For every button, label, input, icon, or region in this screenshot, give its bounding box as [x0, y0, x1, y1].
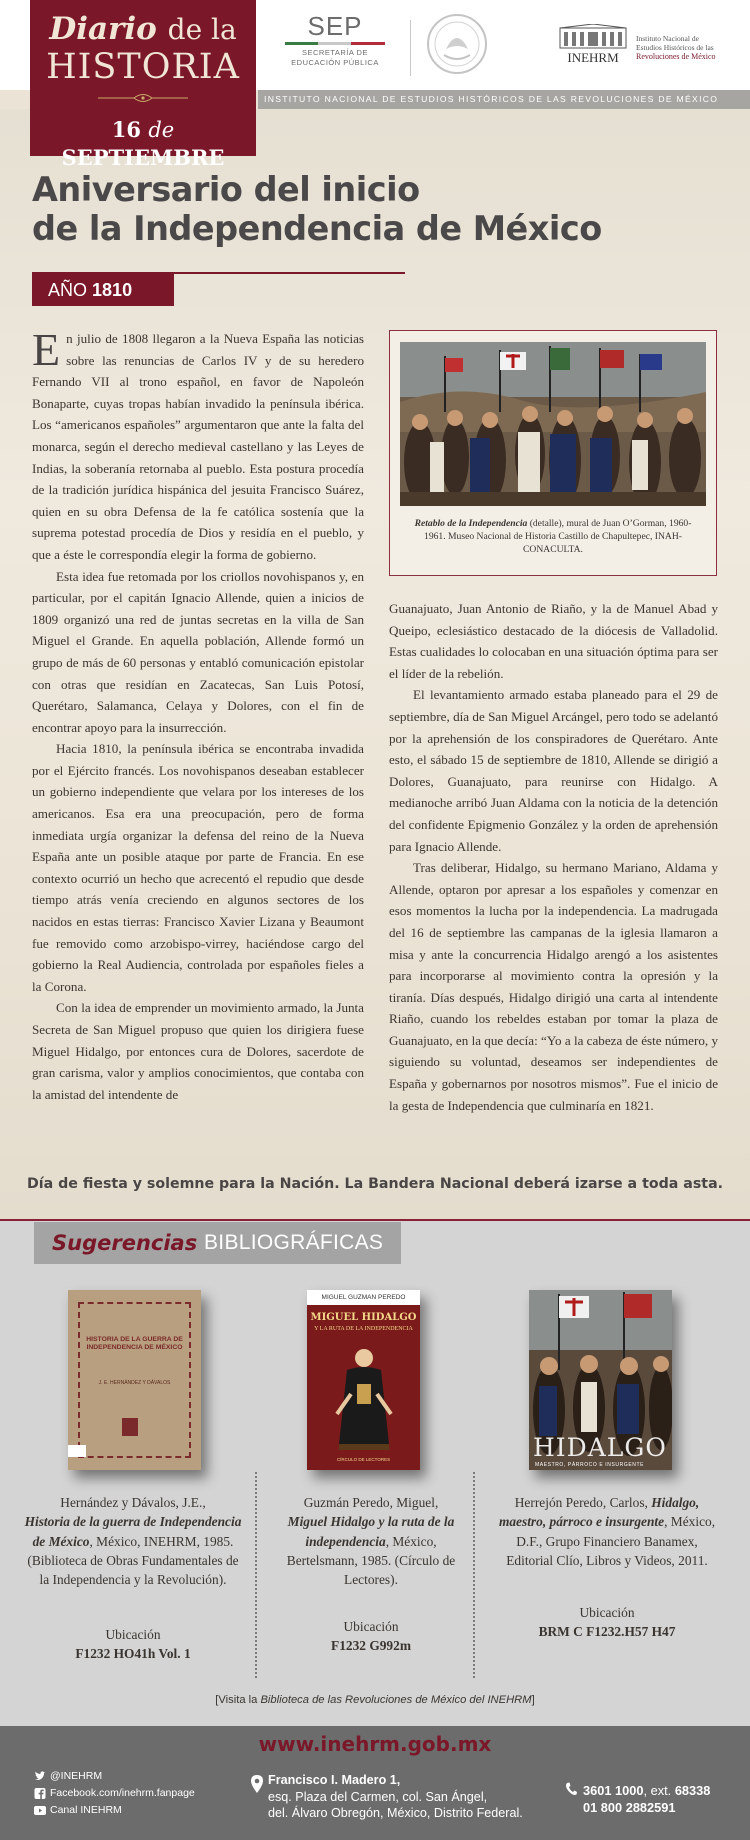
book-cover-3-subtitle: MAESTRO, PÁRROCO E INSURGENTE	[535, 1462, 645, 1468]
visit-library-link[interactable]: Biblioteca de las Revoluciones de México del INEHRM	[260, 1694, 532, 1706]
book-3-author: Herrejón Peredo, Carlos,	[514, 1495, 648, 1510]
book-3-location-label: Ubicación	[579, 1605, 635, 1620]
book-cover-1-title: HISTORIA DE LA GUERRA DE INDEPENDENCIA DE MÉXICO	[86, 1336, 183, 1351]
phone-main: 3601 1000	[583, 1783, 644, 1798]
phone-ext-label: , ext.	[643, 1783, 672, 1798]
book-1-location	[22, 1625, 244, 1664]
sep-logo-stripe	[285, 42, 385, 45]
visit-prefix: [Visita la	[215, 1694, 261, 1706]
article-column-left	[32, 324, 364, 1105]
facebook-icon	[34, 1788, 46, 1799]
visit-suffix: ]	[531, 1694, 535, 1706]
book-2-details: , México, Bertelsmann, 1985. (Círculo de Lectores).	[286, 1533, 456, 1588]
youtube-link[interactable]	[34, 1804, 122, 1816]
paragraph-1-text: n julio de 1808 llegaron a la Nueva España las noticias sobre las renuncias de Carlos IV y de su heredero Fernando VII al trono español, en favor de Napoleón Bonaparte, cuyas tropas habían invadido la península ibérica. Los “americanos españoles” argumentaron que ante la falta del monarca, según el derecho medieval castellano y las Leyes de Indias, la soberanía retornaba al pueblo. Esta postura procedía de la tradición jurídica hispánica del jesuita Francisco Suárez, quien en su obra Defensa de la fe católica sostenía que la suprema potestad procedía de Dios y residía en el pueblo, y que a éste le correspondía elegir la forma de gobierno.	[32, 331, 364, 562]
bibliography-heading	[34, 1222, 401, 1264]
twitter-icon	[34, 1771, 46, 1782]
paragraph-2: Esta idea fue retomada por los criollos novohispanos y, en particular, por el capitán Ignacio Allende, quien a inicios de 1809 organizó una red de juntas secretas en la villa de San Miguel el Grande. En aquella población, Allende formó un grupo de más de 60 personas y entabló comunicación epistolar con otras que residían en Zacatecas, San Luis Potosí, Querétaro, Salamanca, Celaya y Dolores, con el fin de encontrar apoyo para la insurrección.	[32, 568, 364, 735]
library-sticker	[68, 1445, 86, 1457]
date-month: SEPTIEMBRE	[61, 145, 225, 170]
mural-caption	[404, 517, 702, 556]
mural-caption-title: Retablo de la Independencia	[414, 518, 528, 529]
book-3-title: Hidalgo, maestro, párroco e insurgente	[498, 1495, 700, 1530]
book-1-author: Hernández y Dávalos, J.E.,	[60, 1495, 206, 1510]
brand-date	[30, 116, 256, 172]
inehrm-caption-line1: Instituto Nacional de	[636, 34, 699, 43]
address	[268, 1772, 528, 1822]
fiesta-notice: Día de fiesta y solemne para la Nación. La Bandera Nacional deberá izarse a toda asta.	[26, 1176, 724, 1192]
inehrm-caption	[636, 34, 748, 61]
book-cover-2[interactable]	[307, 1290, 420, 1470]
book-3-details: , México, D.F., Grupo Financiero Banamex, Editorial Clío, Libros y Videos, 2011.	[506, 1514, 716, 1568]
book-2-location-code: F1232 G992m	[331, 1638, 411, 1654]
youtube-channel: Canal INEHRM	[50, 1804, 122, 1816]
logo-divider	[410, 20, 411, 76]
location-pin-icon	[251, 1775, 263, 1793]
mural-image[interactable]	[400, 342, 706, 506]
mural-caption-rest: (detalle), mural de Juan O’Gorman, 1960-1961. Museo Nacional de Historia Castillo de Chapultepec, INAH-CONACULTA.	[424, 518, 692, 555]
book-2-location-label: Ubicación	[343, 1619, 399, 1634]
brand-word-dela: de la	[167, 13, 237, 46]
book-2-author: Guzmán Peredo, Miguel,	[303, 1495, 439, 1510]
book-cover-1-author: J. E. HERNÁNDEZ Y DÁVALOS	[98, 1380, 171, 1386]
book-reference-1	[22, 1493, 244, 1589]
priest-figure-icon	[329, 1344, 399, 1454]
address-line2: esq. Plaza del Carmen, col. San Ángel,	[268, 1789, 488, 1804]
brand-word-diario: Diario	[49, 11, 157, 47]
brand-line1	[30, 12, 256, 47]
brand-line2: HISTORIA	[46, 47, 240, 87]
page-title	[32, 170, 652, 248]
date-de: de	[148, 118, 175, 142]
twitter-handle: @INEHRM	[50, 1770, 103, 1782]
institute-banner-text: INSTITUTO NACIONAL DE ESTUDIOS HISTÓRICOS DE LAS REVOLUCIONES DE MÉXICO	[264, 94, 719, 104]
mural-figure	[389, 330, 717, 576]
book-cover-2-title: MIGUEL HIDALGO	[310, 1312, 417, 1323]
sep-logo-text: SEP	[307, 11, 363, 41]
column-divider-1	[255, 1472, 257, 1678]
paragraph-1	[32, 324, 364, 566]
bibliography-heading-b: BIBLIOGRÁFICAS	[204, 1231, 384, 1254]
book-1-details: , México, INEHRM, 1985. (Biblioteca de Obras Fundamentales de la Independencia y la Revolución).	[27, 1533, 239, 1588]
sep-logo-caption1: SECRETARÍA DE	[302, 48, 368, 57]
sep-logo-caption2: EDUCACIÓN PÚBLICA	[291, 58, 379, 67]
phone-ext: 68338	[674, 1783, 711, 1798]
inehrm-caption-line3: Revoluciones de México	[636, 52, 716, 61]
paragraph-4-continued: Guanajuato, Juan Antonio de Riaño, y la de Manuel Abad y Queipo, eclesiástico destacado de la diócesis de Valladolid. Estas cualidades lo colocaban en una situación óptima para ser el líder de la rebelión.	[389, 601, 718, 681]
inehrm-caption-line2: Estudios Históricos de las	[636, 43, 714, 52]
book-3-location	[494, 1603, 720, 1642]
column-divider-2	[473, 1472, 475, 1678]
book-2-title: Miguel Hidalgo y la ruta de la independencia	[287, 1514, 455, 1549]
book-1-location-code: F1232 HO41h Vol. 1	[75, 1646, 191, 1662]
facebook-url: Facebook.com/inehrm.fanpage	[50, 1787, 195, 1799]
article-column-right	[389, 598, 718, 1116]
book-1-location-label: Ubicación	[105, 1627, 161, 1642]
year-value: 1810	[92, 280, 133, 300]
youtube-icon	[34, 1805, 46, 1816]
phone-icon	[565, 1782, 577, 1796]
page-title-line1: Aniversario del inicio	[32, 170, 420, 209]
book-cover-3-title: HIDALGO	[533, 1433, 667, 1462]
sep-logo[interactable]	[280, 12, 390, 68]
website-link[interactable]: www.inehrm.gob.mx	[258, 1732, 492, 1756]
book-3-location-code: BRM C F1232.H57 H47	[538, 1624, 676, 1640]
inehrm-building-icon[interactable]	[554, 24, 632, 66]
inehrm-logo-text: INEHRM	[567, 50, 619, 65]
book-1-title: Historia de la guerra de Independencia de México	[24, 1514, 242, 1549]
national-seal-icon	[426, 13, 488, 75]
book-cover-2-publisher: CÍRCULO DE LECTORES	[336, 1457, 391, 1462]
year-label: AÑO	[48, 280, 88, 300]
paragraph-4: Con la idea de emprender un movimiento armado, la Junta Secreta de San Miguel propuso que quien los dirigiera fuese Miguel Hidalgo, por entonces cura de Dolores, sacerdote de gran carisma, valor y amplios conocimientos, que contaba con la amistad del intendente de	[32, 1000, 364, 1102]
drop-cap: E	[32, 324, 61, 375]
facebook-link[interactable]	[34, 1787, 195, 1799]
address-line1: Francisco I. Madero 1,	[268, 1773, 401, 1787]
paragraph-6: Tras deliberar, Hidalgo, su hermano Mariano, Aldama y Allende, optaron por apresar a los españoles y comenzar en esos momentos la lucha por la independencia. La madrugada del 16 de septiembre las campanas de la iglesia llamaron a misa y ante la concurrencia Hidalgo arengó a los asistentes para incorporarse al movimiento contra la opresión y la tiranía. Días después, Hidalgo dirigió una carta al intendente Riaño, cuando los rebeldes estaban por tomar la plaza de Guanajuato, en la que decía: “Yo a la cabeza de éste número, y siguiendo su voluntad, deseamos ser independientes de España y gobernarnos por nosotros mismos”. Fue el inicio de la gesta de Independencia que culminaría en 1821.	[389, 860, 718, 1113]
year-badge	[32, 274, 174, 306]
bibliography-heading-a: Sugerencias	[52, 1231, 198, 1255]
paragraph-5: El levantamiento armado estaba planeado para el 29 de septiembre, día de San Miguel Arcángel, pero todo se adelantó por la aprehensión de los conspiradores de Querétaro. Ante esto, el sábado 15 de septiembre de 1810, Allende se dirigió a Dolores, Guanajuato, para reunirse con Hidalgo. A medianoche arribó Juan Aldama con la noticia de la detención del confidente Epigmenio González y la orden de aprehensión para Ignacio Allende.	[389, 687, 718, 854]
library-visit-note	[0, 1694, 750, 1706]
book-cover-1[interactable]	[68, 1290, 201, 1470]
book-2-location	[276, 1617, 466, 1656]
date-day: 16	[111, 117, 142, 142]
book-cover-2-author: MIGUEL GUZMAN PEREDO	[307, 1290, 420, 1305]
twitter-link[interactable]	[34, 1770, 102, 1782]
institute-banner	[258, 90, 750, 109]
paragraph-3: Hacia 1810, la península ibérica se encontraba invadida por el Ejército francés. Los novohispanos deseaban establecer un gobierno independiente que velara por los intereses de los americanos. Esa era una preocupación, pero de forma inmediata urgía organizar la defensa del reino de la Nueva España ante un posible ataque por parte de Francia. En ese contexto ocurrió un hecho que acrecentó el repudio que desde tiempo atrás venía creciendo en algunos sectores de los nacidos en estas tierras: Francisco Xavier Lizana y Beaumont fue removido como arzobispo-virrey, haciéndose cargo del gobierno la Real Audiencia, controlada por españoles fieles a la Corona.	[32, 741, 364, 994]
page-title-line2: de la Independencia de México	[32, 209, 602, 248]
ornament-icon	[98, 93, 188, 103]
address-line3: del. Álvaro Obregón, México, Distrito Federal.	[268, 1806, 523, 1820]
phone-tollfree: 01 800 2882591	[583, 1800, 676, 1815]
book-cover-3[interactable]	[529, 1290, 672, 1470]
book-cover-1-logo-icon	[122, 1418, 138, 1436]
brand-block	[30, 0, 256, 170]
phone-numbers[interactable]	[583, 1782, 710, 1816]
book-reference-2	[276, 1493, 466, 1589]
book-cover-2-subtitle: Y LA RUTA DE LA INDEPENDENCIA	[314, 1326, 413, 1332]
book-reference-3	[494, 1493, 720, 1570]
